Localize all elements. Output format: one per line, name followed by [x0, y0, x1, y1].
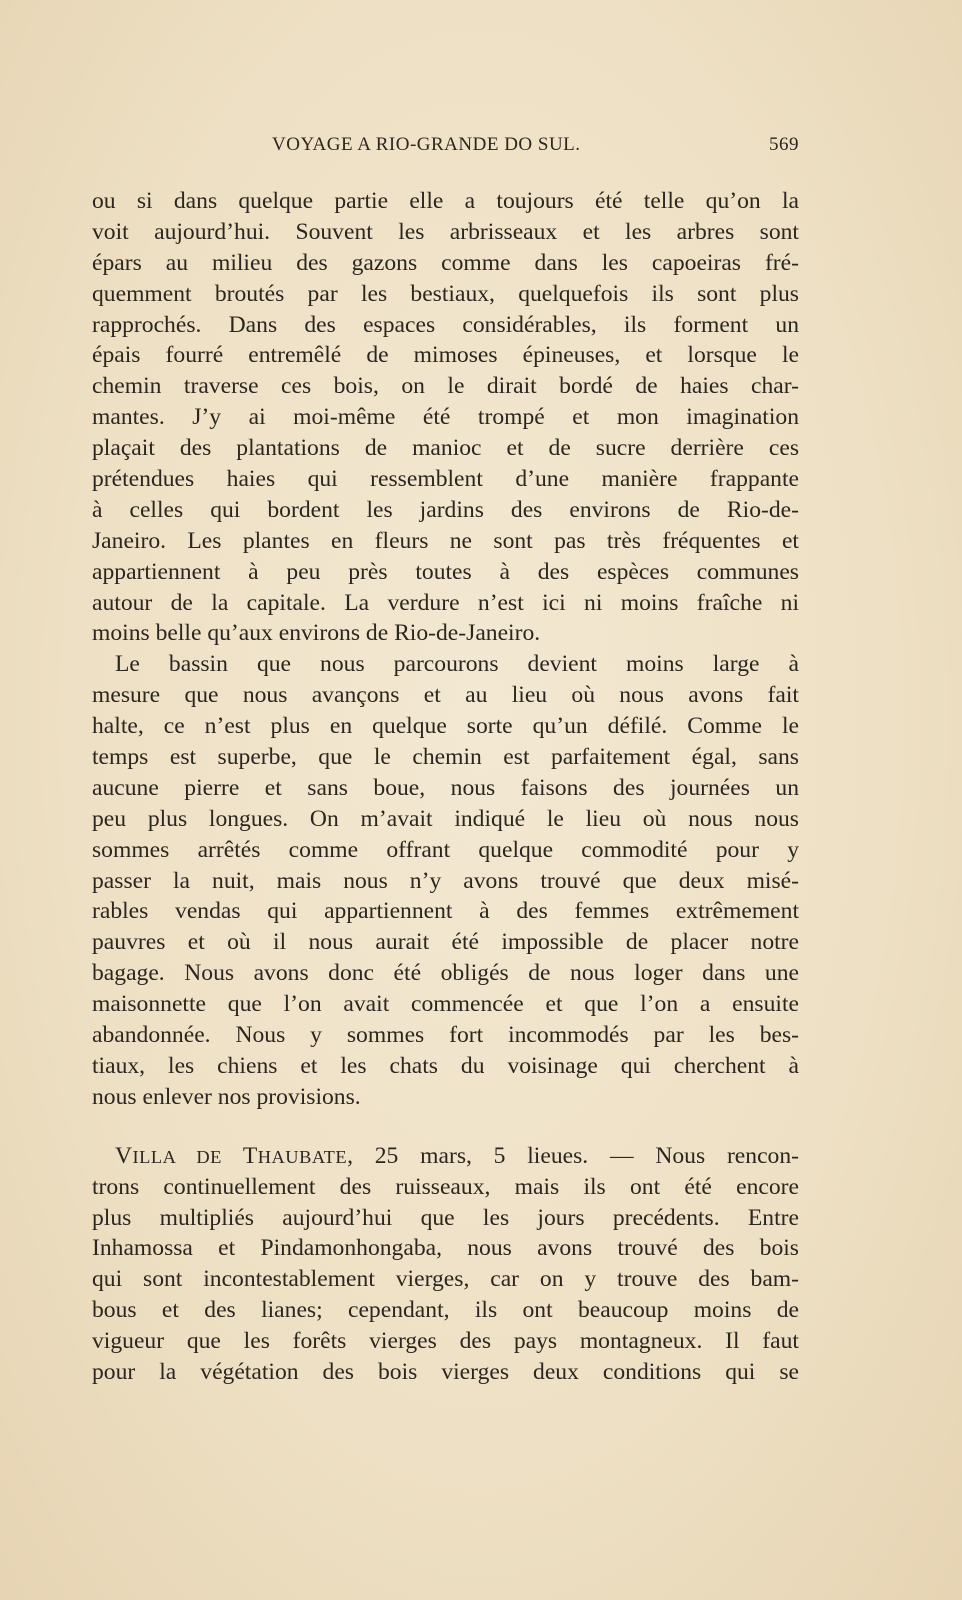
entry-place: VILLA DE THAUBATE — [115, 1142, 348, 1169]
text-line: moins belle qu’aux environs de Rio-de-Janeiro. — [92, 620, 541, 647]
paragraph-2 — [92, 649, 799, 1112]
text-line: mesure que nous avançons et au lieu où nous avons fait — [92, 682, 799, 709]
book-page — [92, 128, 799, 1388]
text-line: nous enlever nos provisions. — [92, 1083, 361, 1110]
paragraph-1 — [92, 186, 799, 649]
text-line: maisonnette que l’on avait commencée et que l’on a ensuite — [92, 991, 799, 1018]
text-line: qui sont incontestablement vierges, car on y trouve des bam- — [92, 1266, 799, 1293]
text-line: pour la végétation des bois vierges deux conditions qui se — [92, 1358, 799, 1385]
text-line: plus multipliés aujourd’hui que les jours precédents. Entre — [92, 1204, 799, 1231]
body-text — [92, 186, 799, 1388]
text-line: tiaux, les chiens et les chats du voisinage qui cherchent à — [92, 1052, 799, 1079]
text-line: Le bassin que nous parcourons devient moins large à — [115, 651, 799, 678]
section-gap — [92, 1113, 799, 1141]
text-line: bagage. Nous avons donc été obligés de nous loger dans une — [92, 960, 799, 987]
text-line: vigueur que les forêts vierges des pays montagneux. Il faut — [92, 1328, 799, 1355]
text-line: temps est superbe, que le chemin est parfaitement égal, sans — [92, 744, 799, 771]
text-line: ou si dans quelque partie elle a toujours été telle qu’on la — [92, 188, 799, 214]
text-line: appartiennent à peu près toutes à des espèces communes — [92, 558, 799, 585]
paragraph-3 — [92, 1141, 799, 1388]
running-title: VOYAGE A RIO-GRANDE DO SUL. — [272, 134, 581, 155]
page-number: 569 — [769, 134, 799, 155]
text-line — [92, 1141, 799, 1172]
text-line: prétendues haies qui ressemblent d’une manière frappante — [92, 466, 799, 493]
text-line: épars au milieu des gazons comme dans les capoeiras fré- — [92, 249, 799, 276]
text-line: Janeiro. Les plantes en fleurs ne sont pas très fréquentes et — [92, 527, 799, 554]
running-header — [92, 128, 799, 164]
text-line: passer la nuit, mais nous n’y avons trouvé que deux misé- — [92, 867, 799, 894]
text-line: à celles qui bordent les jardins des environs de Rio-de- — [92, 496, 799, 523]
text-line: trons continuellement des ruisseaux, mais ils ont été encore — [92, 1173, 799, 1200]
text-line: autour de la capitale. La verdure n’est ici ni moins fraîche ni — [92, 589, 799, 616]
text-line: chemin traverse ces bois, on le dirait bordé de haies char- — [92, 373, 799, 400]
text-line: mantes. J’y ai moi-même été trompé et mon imagination — [92, 404, 799, 431]
text-line: peu plus longues. On m’avait indiqué le lieu où nous nous — [92, 805, 799, 832]
text-line: rapprochés. Dans des espaces considérables, ils forment un — [92, 311, 799, 338]
text-line: sommes arrêtés comme offrant quelque commodité pour y — [92, 836, 799, 863]
entry-date-text: , 25 mars, 5 lieues. — Nous rencon- — [347, 1142, 799, 1169]
text-line: aucune pierre et sans boue, nous faisons des journées un — [92, 774, 799, 801]
text-line: halte, ce n’est plus en quelque sorte qu’un défilé. Comme le — [92, 713, 799, 740]
text-line: quemment broutés par les bestiaux, quelquefois ils sont plus — [92, 280, 799, 307]
text-line: plaçait des plantations de manioc et de sucre derrière ces — [92, 435, 799, 462]
text-line: voit aujourd’hui. Souvent les arbrisseaux et les arbres sont — [92, 218, 799, 245]
text-line: Inhamossa et Pindamonhongaba, nous avons trouvé des bois — [92, 1235, 799, 1262]
text-line: bous et des lianes; cependant, ils ont beaucoup moins de — [92, 1297, 799, 1324]
text-line: rables vendas qui appartiennent à des femmes extrêmement — [92, 898, 799, 925]
text-line: abandonnée. Nous y sommes fort incommodés par les bes- — [92, 1022, 799, 1049]
text-line: pauvres et où il nous aurait été impossible de placer notre — [92, 929, 799, 956]
text-line: épais fourré entremêlé de mimoses épineuses, et lorsque le — [92, 342, 799, 369]
